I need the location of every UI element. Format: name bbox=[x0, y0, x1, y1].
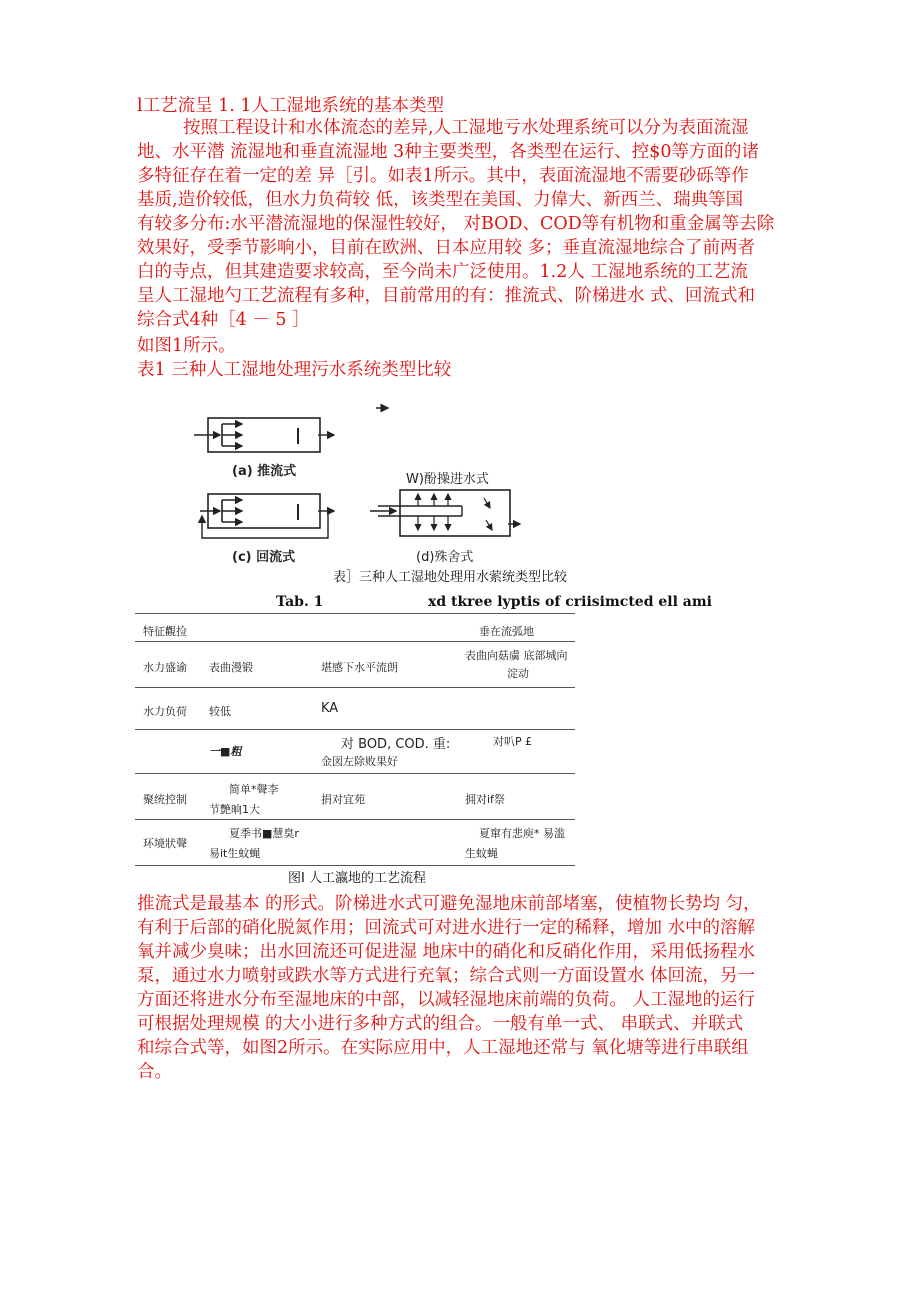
diagram-d-combined bbox=[370, 490, 520, 536]
row4-col2: 捐对宜苑 bbox=[321, 793, 365, 806]
figure-caption: 表］三种人工湿地处理用水萦统类型比较 bbox=[333, 570, 568, 585]
row4-col1a: 简单*聲李 bbox=[229, 783, 279, 796]
row3-col3: 对叭P £ bbox=[493, 735, 533, 748]
section-heading: l工艺流呈 1. 1人工湿地系统的基本类型 bbox=[137, 96, 445, 116]
label-b: W)酚操进水式 bbox=[406, 472, 489, 487]
label-c: (c) 回流式 bbox=[232, 550, 296, 565]
row2-label: 水力负荷 bbox=[143, 705, 187, 718]
row1-label: 水力盛谕 bbox=[143, 661, 187, 674]
row1-col3b: 淀动 bbox=[507, 667, 529, 680]
para1-line: 按照工程设计和水体流态的差异,人工湿地亏水处理系统可以分为表面流湿 bbox=[183, 118, 749, 138]
paragraph-flows bbox=[137, 892, 797, 1084]
para1-line: 地、水平潜 流湿地和垂直流湿地 3种主要类型，各类型在运行、控$0等方面的诸 bbox=[137, 142, 760, 162]
table-header-left: 特征觀捡 bbox=[143, 625, 187, 638]
label-a: (a) 推流式 bbox=[232, 464, 297, 479]
row4-label: 聚统控制 bbox=[143, 793, 187, 806]
paragraph-types bbox=[137, 116, 797, 332]
para2-line: 合。 bbox=[137, 1062, 172, 1082]
row4-col3: 拥对if祭 bbox=[465, 793, 505, 806]
para2-line: 泵，通过水力喷射或跌水等方式进行充氧；综合式则一方面设置水 体回流，另一 bbox=[137, 966, 756, 986]
row5-col3b: 生蚊蝇 bbox=[465, 847, 498, 860]
para2-line: 可根据处理规模 的大小进行多种方式的组合。一般有单一式、 串联式、并联式 bbox=[137, 1014, 744, 1034]
row1-col2: 堪感下水平流朗 bbox=[321, 661, 398, 674]
table-caption: 表1 三种人工湿地处理污水系统类型比较 bbox=[137, 360, 452, 380]
row3-col2a: 对 BOD, COD. 重: bbox=[341, 737, 451, 752]
row4-col1b: 节艶晌1大 bbox=[209, 803, 260, 816]
row2-col2: KA bbox=[321, 701, 339, 716]
diagram-c-recycle bbox=[200, 494, 334, 538]
process-flow-figure bbox=[190, 398, 530, 570]
para1-line: 呈人工湿地勺工艺流程有多种，目前常用的有：推流式、阶梯进水 式、回流式和 bbox=[137, 286, 756, 306]
para2-line: 方面还将进水分布至湿地床的中部，以减轻湿地床前端的负荷。 人工湿地的运行 bbox=[137, 990, 756, 1010]
row3-col2b: 金図左除败果好 bbox=[321, 755, 398, 768]
para2-line: 推流式是最基本 的形式。阶梯进水式可避免湿地床前部堵塞，使植物长势均 匀， bbox=[137, 894, 761, 914]
row1-col3a: 表曲向菇虜 底部城向 bbox=[465, 649, 568, 662]
diagram-a-plug-flow bbox=[194, 418, 334, 452]
para2-line: 氧并减少臭味；出水回流还可促进湿 地床中的硝化和反硝化作用，采用低扬程水 bbox=[137, 942, 756, 962]
tab-title-left: Tab. 1 bbox=[276, 594, 324, 610]
para1-line: 多特征存在着一定的差 异［引。如表1所示。其中，表面流湿地不需要砂砾等作 bbox=[137, 166, 749, 186]
para1-line: 白的寺点，但其建造要求较高，至今尚未广泛使用。1.2人 工湿地系统的工艺流 bbox=[137, 262, 748, 282]
para1-line: 综合式4种［4 － 5 ］ bbox=[137, 310, 310, 330]
para1-line: 效果好，受季节影响小，目前在欧洲、日本应用较 多；垂直流湿地综合了前两者 bbox=[137, 238, 756, 258]
row3-col1: 一■粗 bbox=[209, 745, 242, 758]
tab-title-right: xd tkree lyptis of criisimcted ell ami bbox=[428, 594, 712, 610]
figure-2-caption: 图I 人工瀛地的工艺流程 bbox=[288, 871, 426, 886]
row5-col1b: 易it生蚊蝇 bbox=[209, 847, 261, 860]
para2-line: 有利于后部的硝化脱氮作用；回流式可对进水进行一定的稀释，增加 水中的溶解 bbox=[137, 918, 756, 938]
row1-col1: 表曲漫锻 bbox=[209, 661, 253, 674]
label-d: (d)殊舍式 bbox=[416, 550, 474, 565]
table-header-right: 垂在流弧地 bbox=[479, 625, 534, 638]
row5-label: 环境狀聲 bbox=[143, 837, 187, 850]
para1-line: 有较多分布:水平潜流湿地的保湿性较好， 对BOD、COD等有机物和重金属等去除 bbox=[137, 214, 775, 234]
row5-col1a: 夏季书■慧臭r bbox=[229, 827, 299, 840]
figure-reference: 如图1所示。 bbox=[137, 336, 236, 356]
row2-col1: 较低 bbox=[209, 705, 231, 718]
para2-line: 和综合式等，如图2所示。在实际应用中，人工湿地还常与 氧化塘等进行串联组 bbox=[137, 1038, 749, 1058]
para1-line: 基质,造价较低，但水力负荷较 低，该类型在美国、力偉大、新西兰、瑞典等国 bbox=[137, 190, 744, 210]
row5-col3a: 夏窜有悲庾* 易滥 bbox=[479, 827, 565, 840]
